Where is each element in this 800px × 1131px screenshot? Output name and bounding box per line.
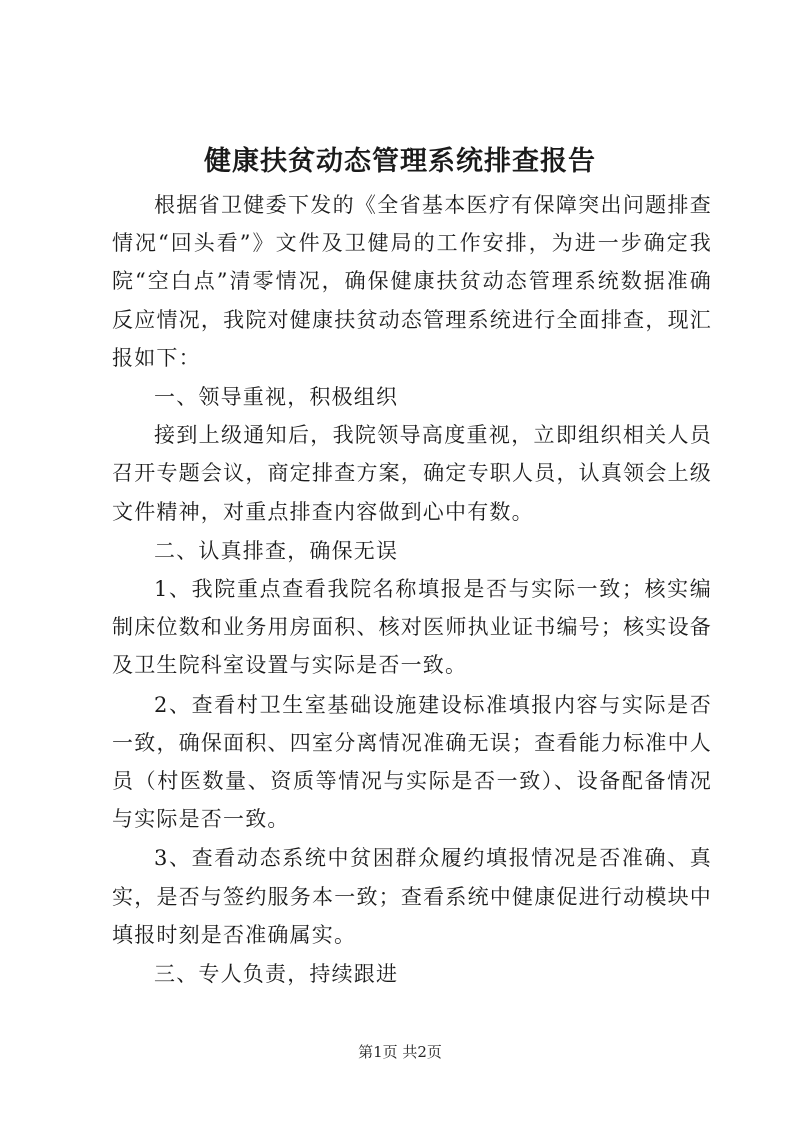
section-1-paragraph: 接到上级通知后，我院领导高度重视，立即组织相关人员召开专题会议，商定排查方案，确定专职人员，认真领会上级文件精神，对重点排查内容做到心中有数。	[112, 423, 712, 524]
intro-paragraph: 根据省卫健委下发的《全省基本医疗有保障突出问题排查情况“回头看”》文件及卫健局的工作安排，为进一步确定我院“空白点”清零情况，确保健康扶贫动态管理系统数据准确反应情况，我院对健康扶贫动态管理系统进行全面排查，现汇报如下：	[112, 193, 712, 370]
document-title: 健康扶贫动态管理系统排查报告	[204, 146, 596, 177]
section-2-item-2: 2、查看村卫生室基础设施建设标准填报内容与实际是否一致，确保面积、四室分离情况准确无误；查看能力标准中人员（村医数量、资质等情况与实际是否一致）、设备配备情况与实际是否一致。	[112, 692, 712, 832]
section-2-item-1: 1、我院重点查看我院名称填报是否与实际一致；核实编制床位数和业务用房面积、核对医师执业证书编号；核实设备及卫生院科室设置与实际是否一致。	[112, 577, 712, 678]
section-2-item-3: 3、查看动态系统中贫困群众履约填报情况是否准确、真实，是否与签约服务本一致；查看系统中健康促进行动模块中填报时刻是否准确属实。	[112, 846, 712, 947]
section-heading-3: 三、专人负责，持续跟进	[154, 962, 399, 987]
section-heading-2: 二、认真排查，确保无误	[154, 538, 399, 563]
page-number: 第1页 共2页	[358, 1043, 442, 1061]
document-body	[112, 186, 712, 993]
section-heading-1: 一、领导重视，积极组织	[154, 385, 399, 410]
